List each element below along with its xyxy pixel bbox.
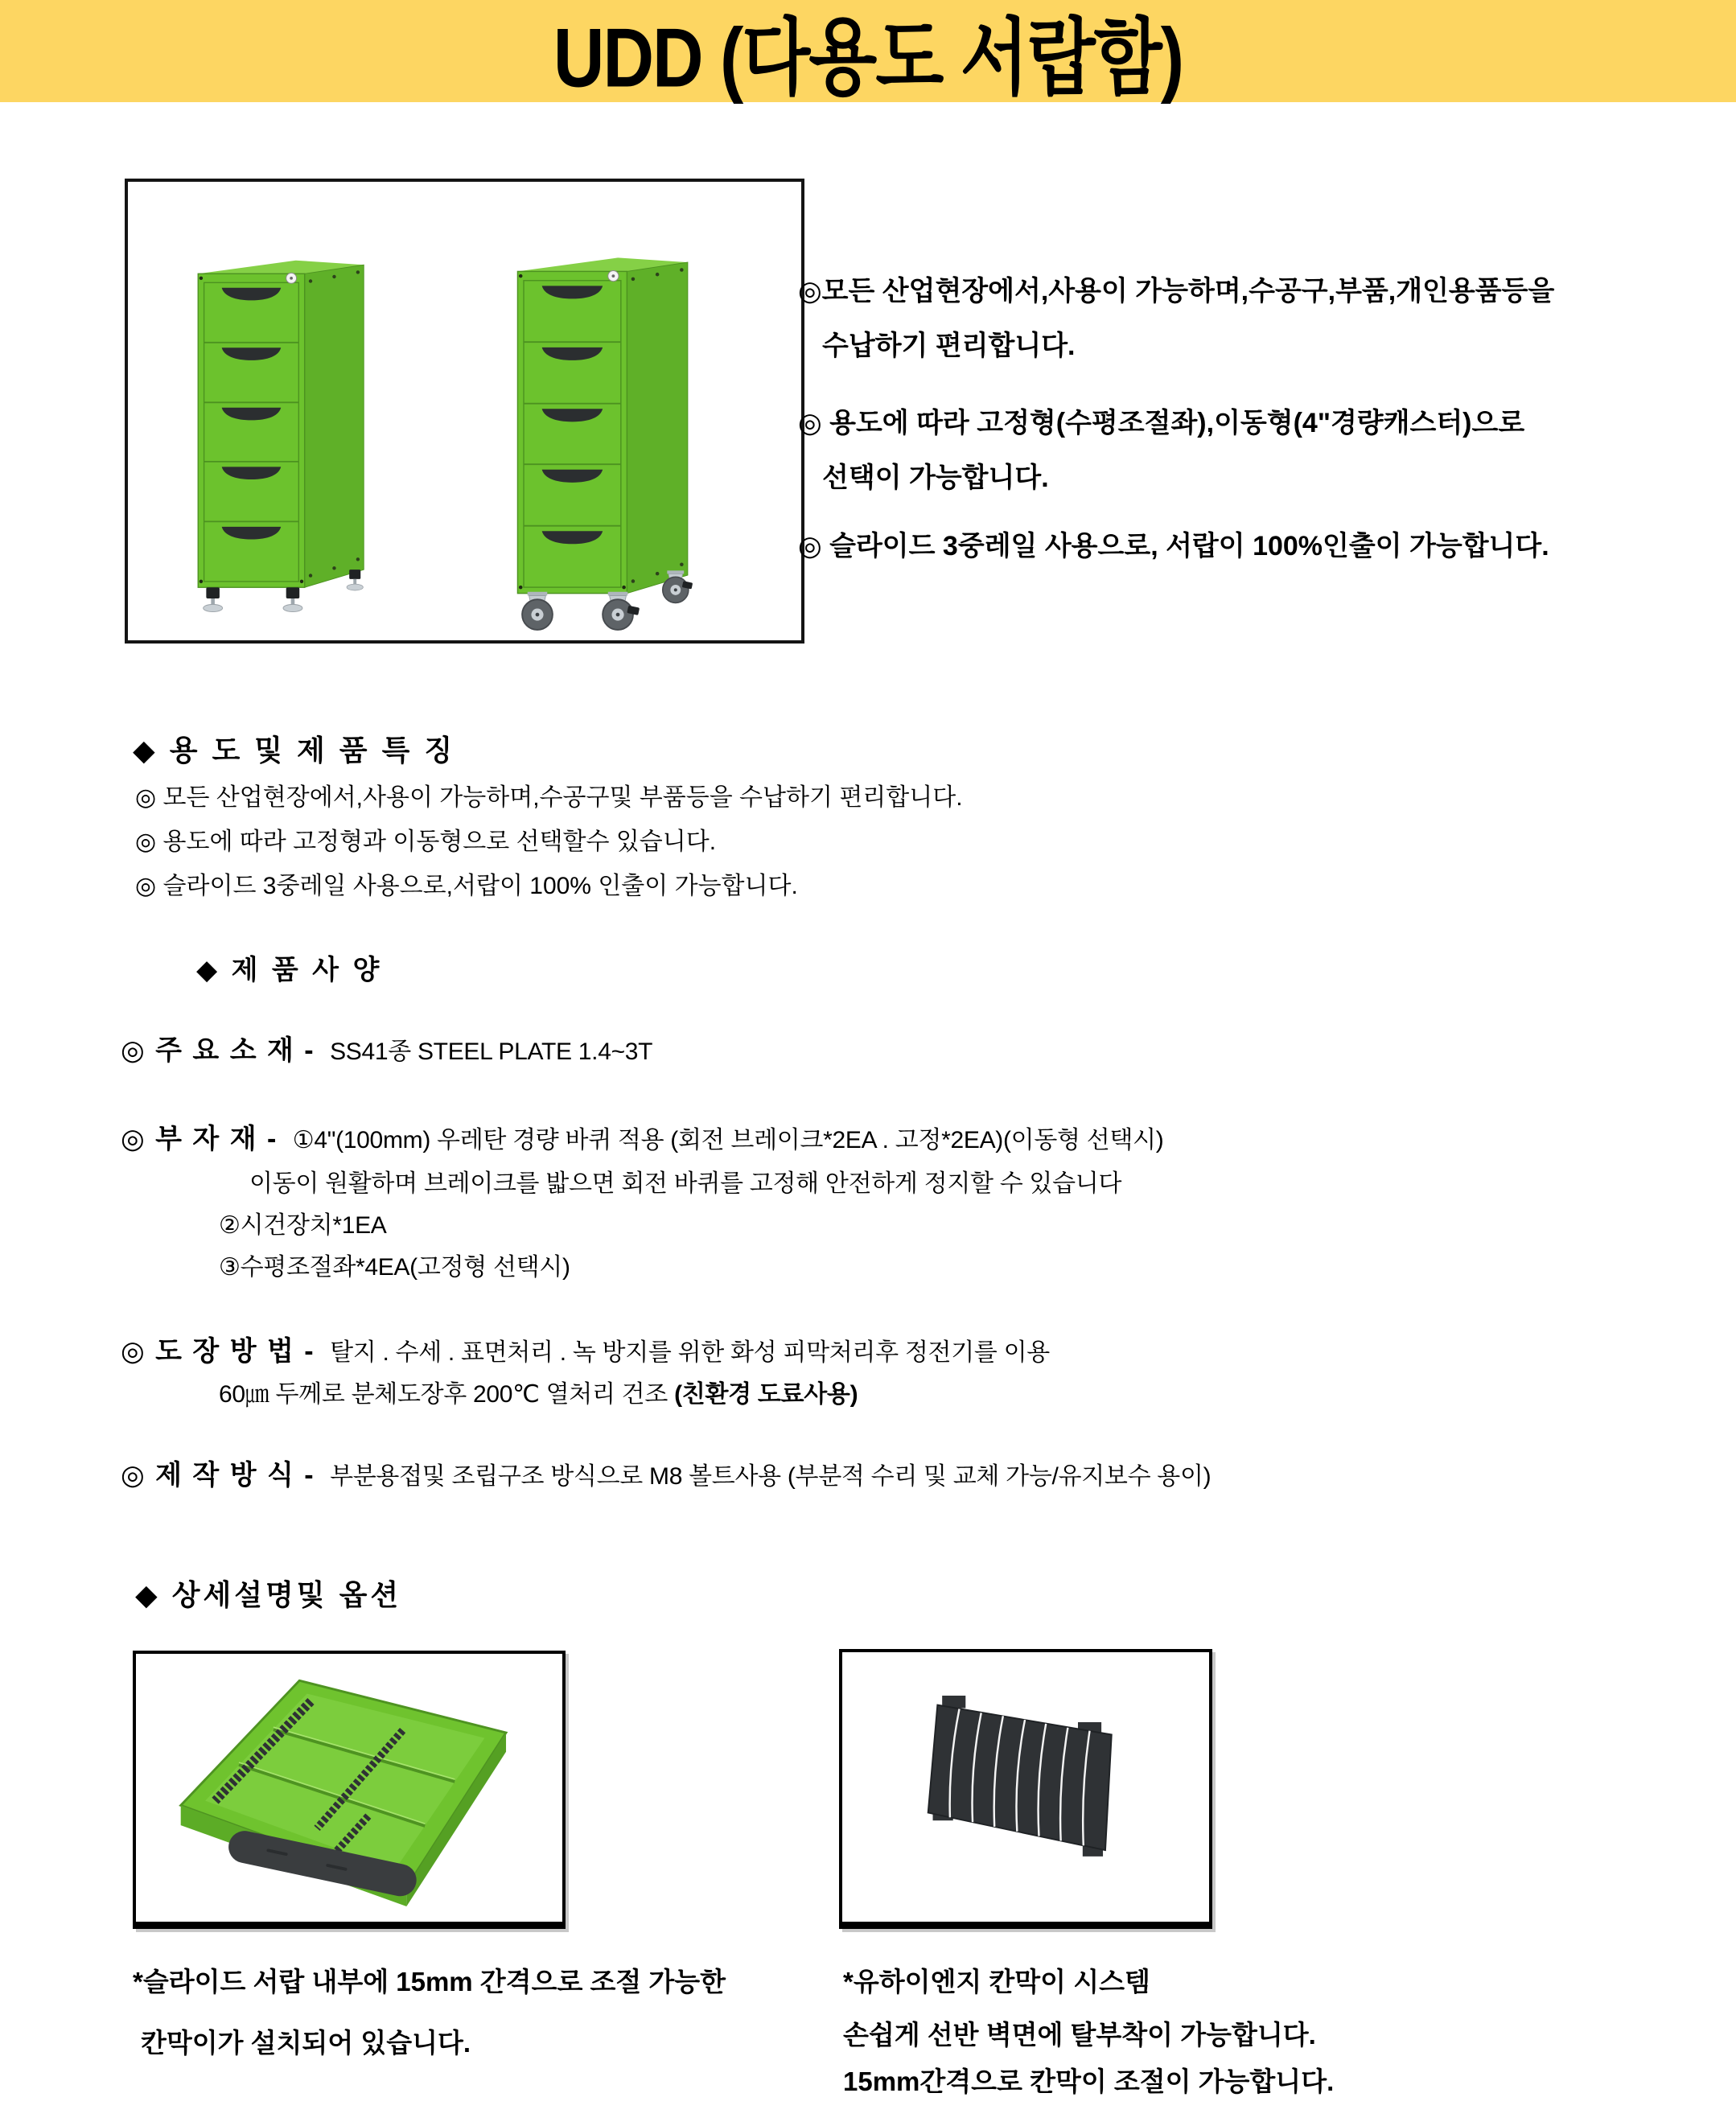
spec-paint-line-1: 탈지 . 수세 . 표면처리 . 녹 방지를 위한 화성 피막처리후 정전기를 이용 — [330, 1339, 1050, 1366]
features-heading: ◆ 용 도 및 제 품 특 징 — [133, 734, 456, 767]
product-image-box — [125, 179, 804, 644]
caster-wheel-with-brake — [603, 592, 640, 630]
divider-panel-image-box — [839, 1649, 1212, 1929]
specs-heading: ◆ 제 품 사 양 — [196, 955, 383, 985]
spec-parts-line-1: ①4"(100mm) 우레탄 경량 바퀴 적용 (회전 브레이크*2EA . 고정*2EA)(이동형 선택시) — [292, 1127, 1164, 1153]
right-caption-line-2: 손쉽게 선반 벽면에 탈부착이 가능합니다. — [843, 2020, 1316, 2050]
left-caption-line-1: *슬라이드 서랍 내부에 15mm 간격으로 조절 가능한 — [133, 1967, 726, 1996]
fixed-cabinet-illustration — [178, 240, 389, 635]
spec-paint-line-2-bold: (친환경 도료사용) — [674, 1381, 858, 1408]
spec-parts-label: ◎ 부 자 재 - — [121, 1124, 278, 1154]
spec-method-row — [121, 1453, 1211, 1492]
spec-parts-line-4: ③수평조절좌*4EA(고정형 선택시) — [219, 1254, 570, 1281]
spec-parts-row — [121, 1116, 1163, 1156]
spec-material-row — [121, 1028, 652, 1067]
hero-bullet-3 — [798, 519, 1731, 574]
right-caption-line-1: *유하이엔지 칸막이 시스템 — [843, 1967, 1150, 1996]
spec-material-label: ◎ 주 요 소 재 - — [121, 1035, 315, 1066]
spec-paint-line-2 — [219, 1374, 858, 1409]
title-banner — [0, 0, 1736, 105]
spec-method-value: 부분용접및 조립구조 방식으로 M8 볼트사용 (부분적 수리 및 교체 가능/유지보수 용이) — [330, 1463, 1211, 1490]
options-heading: ◆ 상세설명및 옵션 — [135, 1578, 402, 1611]
spec-parts-line-2: 이동이 원활하며 브레이크를 밟으면 회전 바퀴를 고정해 안전하게 정지할 수 있습니다 — [249, 1170, 1122, 1197]
spec-method-label: ◎ 제 작 방 식 - — [121, 1460, 315, 1491]
mobile-cabinet-illustration — [500, 236, 710, 643]
spec-paint-row — [121, 1329, 1050, 1368]
drawer-tray-illustration — [136, 1654, 562, 1922]
divider-panel-illustration — [842, 1652, 1209, 1922]
hero-bullet-1 — [798, 264, 1731, 373]
left-caption-line-2: 칸막이가 설치되어 있습니다. — [141, 2028, 471, 2058]
hero-bullet-3-line-1: ◎ 슬라이드 3중레일 사용으로, 서랍이 100%인출이 가능합니다. — [798, 531, 1549, 561]
page-title: UDD (다용도 서랍함) — [553, 10, 1183, 105]
spec-parts-line-3: ②시건장치*1EA — [219, 1212, 387, 1239]
drawer-tray-image-box — [133, 1651, 566, 1929]
hero-bullet-2-line-2: 선택이 가능합니다. — [822, 463, 1049, 493]
hero-bullet-2 — [798, 396, 1731, 505]
caster-wheel — [522, 592, 553, 630]
hero-bullet-1-line-1: ◎모든 산업현장에서,사용이 가능하며,수공구,부품,개인용품등을 — [798, 276, 1555, 306]
right-caption-line-3: 15mm간격으로 칸막이 조절이 가능합니다. — [843, 2066, 1335, 2096]
feature-item-3: ◎ 슬라이드 3중레일 사용으로,서랍이 100% 인출이 가능합니다. — [135, 873, 798, 899]
leveling-foot — [283, 587, 302, 611]
feature-item-1: ◎ 모든 산업현장에서,사용이 가능하며,수공구및 부품등을 수납하기 편리합니다. — [135, 784, 963, 811]
spec-material-value: SS41종 STEEL PLATE 1.4~3T — [330, 1038, 653, 1065]
hero-bullet-1-line-2: 수납하기 편리합니다. — [822, 331, 1076, 361]
spec-paint-line-2-normal: 60㎛ 두께로 분체도장후 200℃ 열처리 건조 — [219, 1381, 675, 1408]
leveling-foot — [204, 587, 223, 611]
hero-bullet-2-line-1: ◎ 용도에 따라 고정형(수평조절좌),이동형(4"경량캐스터)으로 — [798, 408, 1525, 438]
feature-item-2: ◎ 용도에 따라 고정형과 이동형으로 선택할수 있습니다. — [135, 829, 717, 855]
spec-paint-label: ◎ 도 장 방 법 - — [121, 1336, 315, 1367]
